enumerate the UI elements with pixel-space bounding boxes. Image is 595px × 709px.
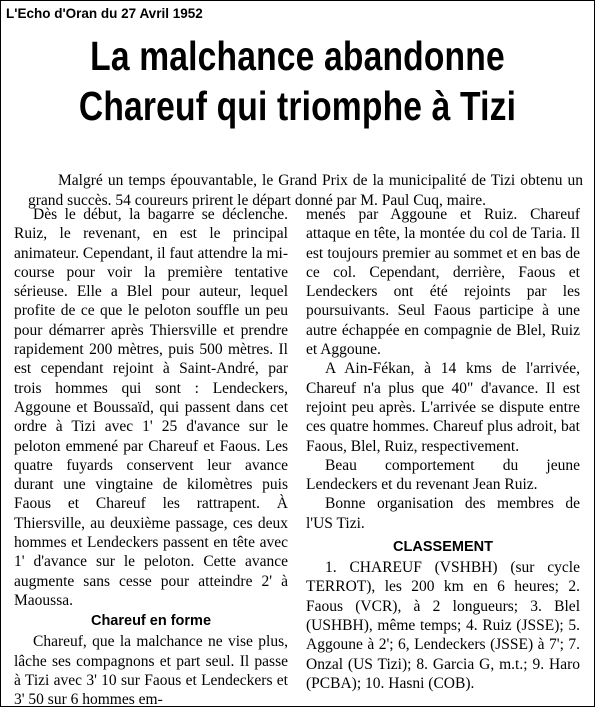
- article-paragraph: Dès le début, la bagarre se déclenche. Ruiz, le revenant, en est le principal animateur. Cependant, il faut attendre la mi-course pour voir la première tentative sérieuse. Elle a Blel pour auteur, lequel profite de ce que le peloton souffle un peu pour démarrer après Thiersville et prendre rapidement 200 mètres, puis 500 mètres. Il est cependant rejoint à Saint-André, par trois hommes qui sont : Lendeckers, Aggoune et Boussaïd, qui passent dans cet ordre à Tizi avec 1' 25 d'avance sur le peloton emmené par Chareuf et Faous. Les quatre fuyards conservent leur avance durant une vingtaine de kilomètres puis Faous et Chareuf les rattrapent. À Thiersville, au deuxième passage, ces deux hommes et Lendeckers passent en tête avec 1' d'avance sur le peloton. Cette avance augmente sans cesse pour atteindre 2' à Maoussa.: [14, 206, 288, 609]
- article-paragraph: Beau comportement du jeune Lendeckers et du revenant Jean Ruiz.: [306, 456, 580, 494]
- intro-paragraph: Malgré un temps épouvantable, le Grand Prix de la municipalité de Tizi obtenu un grand succès. 54 coureurs prirent le départ donné par M. Paul Cuq, maire.: [28, 171, 583, 209]
- article-paragraph: Chareuf, que la malchance ne vise plus, lâche ses compagnons et part seul. Il passe à Tizi avec 3' 10 sur Faous et Lendeckers et 3' 50 sur 6 hommes em-: [14, 633, 288, 709]
- article-paragraph: A Ain-Fékan, à 14 kms de l'arrivée, Chareuf n'a plus que 40" d'avance. Il est rejoint peu après. L'arrivée se dispute entre ces quatre hommes. Chareuf plus adroit, bat Faous, Blel, Ruiz, respectivement.: [306, 360, 580, 455]
- source-line: L'Echo d'Oran du 27 Avril 1952: [6, 6, 203, 21]
- headline-line-2: Chareuf qui triomphe à Tizi: [78, 83, 517, 129]
- classement-results: 1. CHAREUF (VSHBH) (sur cycle TERROT), les 200 km en 6 heures; 2. Faous (VCR), à 2 longueurs; 3. Blel (USHBH), même temps; 4. Ruiz (JSSE); 5. Aggoune à 2'; 6, Lendeckers (JSSE) à 7'; 7. Onzal (US Tizi); 8. Garcia G, m.t.; 9. Haro (PCBA); 10. Hasni (COB).: [306, 559, 580, 692]
- right-column: [306, 205, 580, 693]
- headline-line-1: La malchance abandonne: [90, 33, 505, 79]
- classement-heading: CLASSEMENT: [393, 539, 493, 556]
- article-paragraph: Bonne organisation des membres de l'US Tizi.: [306, 495, 580, 532]
- left-column: [14, 205, 288, 709]
- article-paragraph: menés par Aggoune et Ruiz. Chareuf attaque en tête, la montée du col de Taria. Il est toujours premier au sommet et en bas de ce col. Cependant, derrière, Faous et Lendeckers ont été rejoints par les poursuivants. Seul Faous participe à une autre échappée en compagnie de Blel, Ruiz et Aggoune.: [306, 206, 580, 359]
- subheading: Chareuf en forme: [90, 613, 212, 630]
